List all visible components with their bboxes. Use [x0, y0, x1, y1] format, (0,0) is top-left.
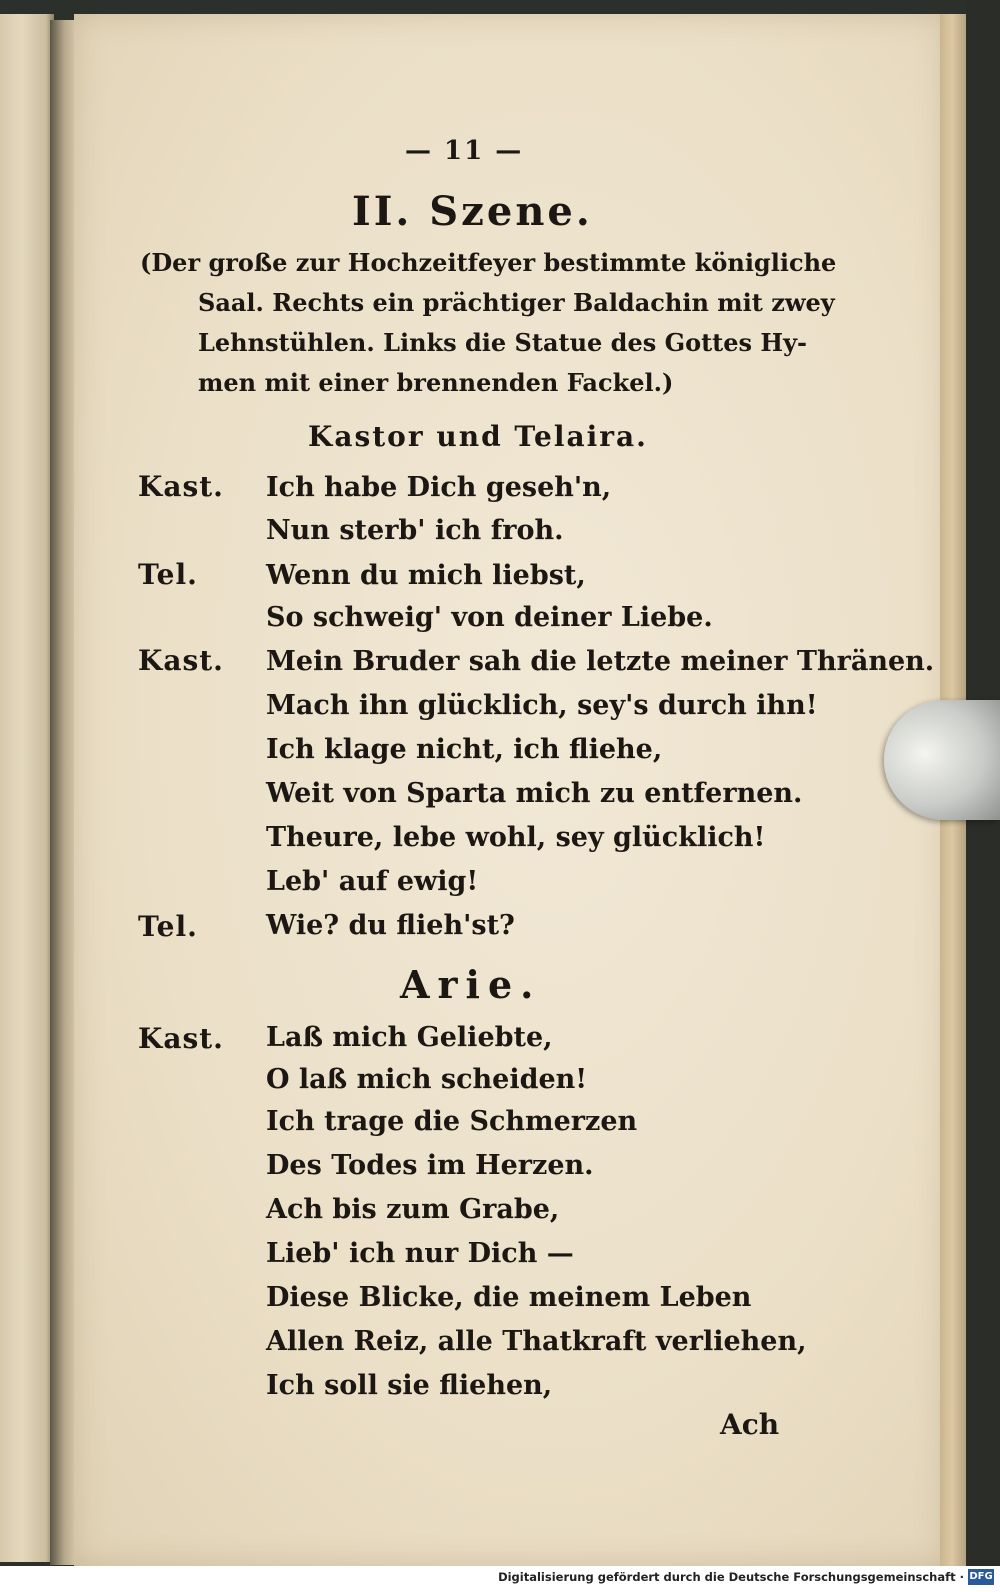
verse-line: Wie? du flieh'st? [266, 910, 515, 941]
stage-direction-line: (Der große zur Hochzeitfeyer bestimmte königliche [140, 248, 837, 277]
stage-direction-line: men mit einer brennenden Fackel.) [198, 368, 674, 397]
verse-line: Ich habe Dich geseh'n, [266, 472, 612, 503]
funding-credit: Digitalisierung gefördert durch die Deutsche Forschungsgemeinschaft · [498, 1570, 964, 1584]
stage-direction-line: Saal. Rechts ein prächtiger Baldachin mit zwey [198, 288, 835, 317]
page-clip [884, 700, 1000, 820]
verse-line: Ich trage die Schmerzen [266, 1106, 638, 1137]
speaker-label: Kast. [138, 1022, 224, 1055]
catchword: Ach [720, 1408, 780, 1441]
verse-line: Wenn du mich liebst, [266, 560, 586, 591]
verse-line: Ich klage nicht, ich fliehe, [266, 734, 663, 765]
page-number: — 11 — [405, 136, 524, 166]
speaker-label: Tel. [138, 558, 198, 591]
speaker-label: Tel. [138, 910, 198, 943]
verse-line: Nun sterb' ich froh. [266, 515, 564, 546]
verse-line: Lieb' ich nur Dich — [266, 1238, 574, 1269]
verse-line: Theure, lebe wohl, sey glücklich! [266, 822, 766, 853]
verse-line: O laß mich scheiden! [266, 1064, 588, 1095]
stage-direction-line: Lehnstühlen. Links die Statue des Gottes Hy- [198, 328, 807, 357]
dfg-logo: DFG [968, 1569, 994, 1585]
verse-line: So schweig' von deiner Liebe. [266, 602, 713, 633]
speaker-label: Kast. [138, 644, 224, 677]
verse-line: Ach bis zum Grabe, [266, 1194, 560, 1225]
verse-line: Mach ihn glücklich, sey's durch ihn! [266, 690, 818, 721]
verse-line: Ich soll sie fliehen, [266, 1370, 553, 1401]
verse-line: Mein Bruder sah die letzte meiner Thränen. [266, 646, 935, 677]
aria-heading: Arie. [400, 962, 542, 1007]
persons-heading: Kastor und Telaira. [308, 420, 648, 453]
verse-line: Allen Reiz, alle Thatkraft verliehen, [266, 1326, 807, 1357]
left-page-edge [0, 14, 54, 1562]
verse-line: Weit von Sparta mich zu entfernen. [266, 778, 803, 809]
speaker-label: Kast. [138, 470, 224, 503]
verse-line: Diese Blicke, die meinem Leben [266, 1282, 752, 1313]
verse-line: Leb' auf ewig! [266, 866, 479, 897]
verse-line: Laß mich Geliebte, [266, 1022, 553, 1053]
verse-line: Des Todes im Herzen. [266, 1150, 594, 1181]
scene-heading: II. Szene. [352, 188, 593, 235]
